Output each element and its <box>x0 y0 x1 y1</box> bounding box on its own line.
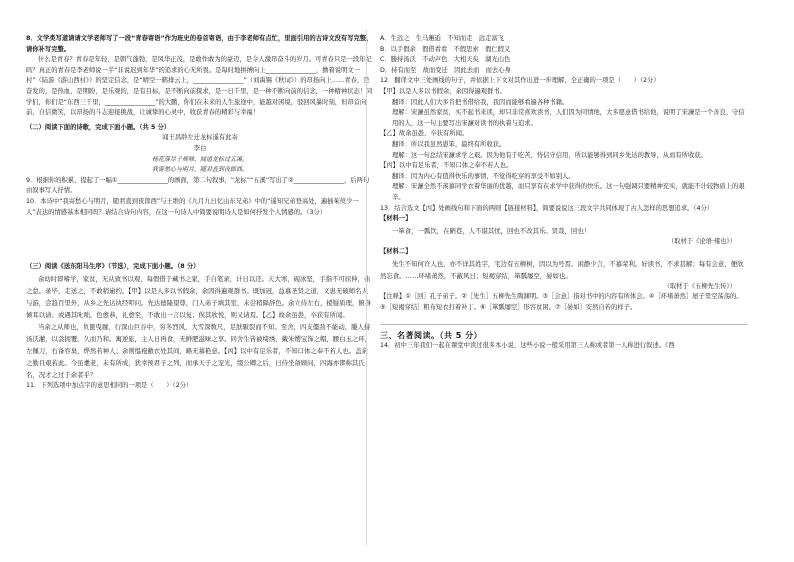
poem-line-1: 杨花落尽子规啼，闻道龙标过五溪。 <box>151 155 248 163</box>
material-1-source: （取材于《论语·雍也》） <box>667 237 736 245</box>
question-13: 13．结合选文【丙】处画线句和下面的两则【链接材料】，简要说说这三段文字共同体现了古人怎样的思想追求。（4分） <box>380 204 714 212</box>
question-10: 10．本诗中“我寄愁心与明月，随君直到夜郎西”与王维的《九月九日忆山东兄弟》中的“遥知兄弟登高处，遍插茱萸少一人”表达的情感基本相同吗？请结合诗句内容，在这一句诗人中简要说明诗人是如何抒发个人情感的。（3分） <box>26 197 359 216</box>
question-9: 9．根据你的积累，提起了一幅①________________的画面，第二句叙事，“龙标”“五溪”写出了②________________，后两句由叙事写人抒情。 <box>26 176 370 195</box>
column-divider <box>366 30 367 545</box>
section-3-title: 三、名著阅读。（共 5 分） <box>380 330 483 340</box>
option-d: D．持有而至 故而变迁 因此去而 而去心身 <box>380 66 511 74</box>
question-11: 11．下列选项中加点字的意思相同的一项是（ ）（2分） <box>26 381 193 389</box>
jia-translation: 翻译：因此人们大多肯把书借给我，我因而能够看遍各种书籍。 <box>392 98 569 106</box>
material-1-label: 【材料一】 <box>380 215 412 223</box>
poem-title: 闻王昌龄左迁龙标遥有此寄 <box>162 134 238 142</box>
option-c: C．媵持汤沃 不动声色 大相天矣 湖光山色 <box>380 56 511 64</box>
question-12: 12．翻译文中三处画线的句子，并依据上下文对其作出进一步理解，全正确的一项是（ ）（2分） <box>380 77 660 85</box>
part-3-title: （三）阅读《送东阳马生序》（节选），完成下面小题。（8 分） <box>26 263 200 271</box>
jia-label: 【甲】以是人多以书假余，余因得遍观群书。 <box>380 87 506 95</box>
classical-passage-2: 当余之从师也，负箧曳屣，行深山巨谷中，穷冬烈风，大雪深数尺，足肤皲裂而不知。至舍，四支僵劲不能动，媵人持汤沃灌，以衾拥覆，久而乃和。寓逆旅，主人日再食，无鲜肥滋味之享。同舍生皆被绮绣，戴朱缨宝饰之帽，腰白玉之环，左佩刀，右备容臭，烨然若神人；余则缊袍敝衣处其间，略无慕艳意。【丙】以中有足乐者，不知口体之奉不若人也。盖余之勤且艰若此。今虽耄老，未有所成，犹幸预君子之列，而承天子之宠光，缀公卿之后，日侍坐备顾问，四海亦谬称其氏名，况才之过于余者乎？ <box>26 322 372 379</box>
classical-passage: 余幼时即嗜学，家贫，无从致书以观，每假借于藏书之家，手自笔录，计日以还。天大寒，砚冰坚，手指不可屈伸，弗之怠。录毕，走送之，不敢稍逾约。【甲】以是人多以书假余，余因得遍观群书。既加冠，益慕圣贤之道，又患无硕师名人与游，尝趋百里外，从乡之先达执经叩问。先达德隆望尊，门人弟子填其室，未尝稍降辞色。余立侍左右，援疑质理，俯身倾耳以请；或遇其叱咄，色愈恭，礼愈至，不敢出一言以复；俟其欣悦，则又请焉。【乙】故余虽愚，卒获有所闻。 <box>26 274 372 319</box>
question-8-title: 8．文学类写道请请文学老师写了一段“青春寄语”作为班史的卷首寄语，由于李老师有点忙，里面引用的古诗文没有写完整，请你补写完整。 <box>26 35 373 53</box>
material-2-text: 先生不知何许人也，亦不详其姓字，宅边有五柳树，因以为号焉。闲静少言，不慕荣利。好读书，不求甚解；每有会意，便欣然忘食。……环堵萧然，不蔽风日；短褐穿结，箪瓢屡空，晏如也。 <box>380 259 744 280</box>
bing-understanding: 理解：宋濂全然不羡慕同学衣着华丽的优越，而只享有在求学中获得的快乐。这一句强调只要精神充实，就能不计较物质上的艰辛。 <box>392 183 745 201</box>
material-2-label: 【材料二】 <box>380 248 412 256</box>
section-divider <box>380 324 748 325</box>
bing-label: 【丙】以中有足乐者，不知口体之奉不若人也。 <box>380 162 513 170</box>
jia-understanding: 理解：宋濂虽然家贫，买不起书来读，却只非常喜欢读书，人们因为同情他，大多愿意借书给他，说明了宋濂是一个善良、守信用的人，这一句主要写出宋濂对读书的执着与追求。 <box>392 109 745 127</box>
yi-understanding: 理解：这一句总结宋濂求学之艰。因为他有于吃苦，恃信守信用，所以能够得到同乡先达的教导，从而有所收获。 <box>392 151 707 159</box>
part-2-title: （二）阅读下面的诗歌，完成下面小题。（共 5 分） <box>26 123 171 131</box>
yi-label: 【乙】故余虽愚，卒获有所闻。 <box>380 130 469 138</box>
left-column <box>26 34 374 391</box>
option-b: B．以手假余 假借看看 不假思索 假仁假义 <box>380 45 511 53</box>
annotation-notes: 【注释】①［回］孔子弟子。②［先生］五柳先生陶渊明。③［会意］指对书中的内容有所体会。④［环堵萧然］屋子里空荡荡的。⑤［短褐穿结］粗布短衣打着补丁。⑥［箪瓢屡空］形容贫困。⑦［晏如］安然自若的样子。 <box>380 293 743 312</box>
question-8-body: 什么是青春？青春是年轻，是朝气蓬勃，是风华正茂，是敢作敢为的豪迈，是令人激昂奋斗的岁月。可青春只是一段年纪吗？真正的青春是李老师说一半“非说迟到年华”的追求的心无所畏。是每时地拼搏向上________________，撸着说明文一村”（陆游《游山西村》）的坚定信念，是“晴空一鹤排云上，________________”（刘禹锡《秋词》）的昂扬向上……青春，是奋发的，是热血，是期盼，是乐观的，是有目标，是不断向前探求，是一日千里，是一种不断向前的信念，一种精神状态！同学们，你们是“东西三千里，________________”的大鹏，你们在未来的人生旅途中，能越对困境，驳回风暴时刻，但昂首向前，自信微笑，以昂扬的斗志迎接挑战，让诚挚的心灵中，收获青春的精彩与幸福！ <box>26 56 373 117</box>
right-column <box>380 34 748 352</box>
poem-line-2: 我寄愁心与明月，随君直到夜郎西。 <box>151 166 248 174</box>
question-14: 14．初中三年我们一起在课堂中读过很多本小说，这些小说一般采用第三人称或者第一人称进行叙述。《西 <box>380 342 675 350</box>
yi-translation: 翻译：所以我虽然愚笨，最终有所收获。 <box>392 140 506 148</box>
material-2-source: （取材于《五柳先生传》） <box>663 282 736 290</box>
option-a: A．生远之 生马邂逅 不知而走 远走富飞 <box>380 35 504 42</box>
bing-translation: 翻译：因为内心有值得快乐的事情，不觉得吃穿的享受不如别人。 <box>392 172 575 180</box>
poem-author: 李白 <box>193 144 207 152</box>
material-1-text: 一箪食，一瓢饮，在陋巷，人不堪其忧，回也不改其乐。贤哉，回也！ <box>392 226 591 235</box>
